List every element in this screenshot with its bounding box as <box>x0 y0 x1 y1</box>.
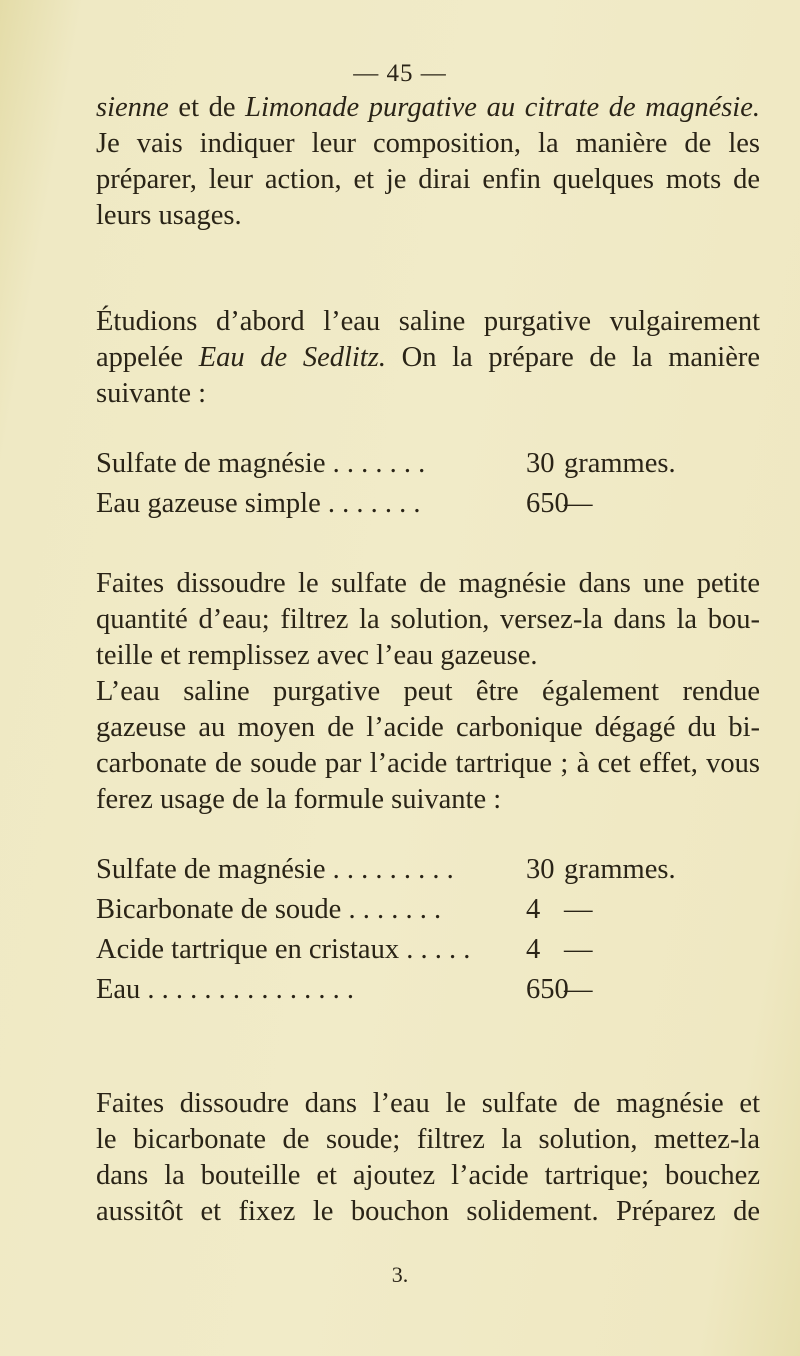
recipe-row <box>96 930 756 970</box>
gazeuse-paragraph <box>96 674 760 818</box>
ingredient: Sulfate de magnésie . . . . . . . . . <box>96 854 454 885</box>
intro-line-1-part: et de <box>168 92 246 123</box>
sedlitz-line-2 <box>96 340 760 376</box>
dissolve-paragraph-2 <box>96 1086 760 1230</box>
signature-mark: 3. <box>391 1262 409 1287</box>
sedlitz-line: suivante : <box>96 378 207 409</box>
dissolve-line: aussitôt et fixez le bouchon solidement. Préparez de <box>96 1196 760 1227</box>
dissolve-line: teille et remplissez avec l’eau gazeuse. <box>96 640 538 671</box>
dissolve-line: dans la bouteille et ajoutez l’acide tartrique; bouchez <box>96 1160 760 1191</box>
recipe-1 <box>96 444 756 524</box>
unit: — <box>564 894 593 925</box>
intro-paragraph <box>96 90 760 234</box>
dissolve-line: Faites dissoudre le sulfate de magnésie dans une petite <box>96 568 760 599</box>
quantity: 30 <box>526 448 555 479</box>
gazeuse-line: L’eau saline purgative peut être également rendue <box>96 676 760 707</box>
intro-line: Je vais indiquer leur composition, la manière de les <box>96 128 760 159</box>
intro-line-1-part: sienne <box>96 92 169 123</box>
unit: grammes. <box>564 854 676 885</box>
quantity: 4 <box>526 894 541 925</box>
quantity: 4 <box>526 934 541 965</box>
recipe-row <box>96 484 756 524</box>
sedlitz-paragraph <box>96 304 760 412</box>
intro-line: préparer, leur action, et je dirai enfin quelques mots de <box>96 164 760 195</box>
unit: — <box>564 488 593 519</box>
intro-line: leurs usages. <box>96 200 242 231</box>
ingredient: Sulfate de magnésie . . . . . . . <box>96 448 426 479</box>
quantity: 650 <box>526 974 569 1005</box>
ingredient: Eau gazeuse simple . . . . . . . <box>96 488 421 519</box>
ingredient: Eau . . . . . . . . . . . . . . . <box>96 974 355 1005</box>
dissolve-line: Faites dissoudre dans l’eau le sulfate de magnésie et <box>96 1088 760 1119</box>
ingredient: Bicarbonate de soude . . . . . . . <box>96 894 442 925</box>
recipe-row <box>96 890 756 930</box>
gazeuse-line: carbonate de soude par l’acide tartrique ; à cet effet, vous <box>96 748 760 779</box>
intro-line-1 <box>96 90 760 126</box>
intro-line-1-part: Limonade purgative au citrate de magnésie. <box>245 92 761 123</box>
quantity: 650 <box>526 488 569 519</box>
dissolve-paragraph-1 <box>96 566 760 674</box>
recipe-row <box>96 970 756 1010</box>
dissolve-line: le bicarbonate de soude; filtrez la solution, mettez-la <box>96 1124 760 1155</box>
ingredient: Acide tartrique en cristaux . . . . . <box>96 934 471 965</box>
unit: — <box>564 934 593 965</box>
page-number: — 45 — <box>353 60 447 87</box>
unit: grammes. <box>564 448 676 479</box>
gazeuse-line: ferez usage de la formule suivante : <box>96 784 502 815</box>
recipe-2 <box>96 850 756 1010</box>
quantity: 30 <box>526 854 555 885</box>
sedlitz-line: Étudions d’abord l’eau saline purgative vulgairement <box>96 306 760 337</box>
sedlitz-line-2-part: On la prépare de la manière <box>385 342 760 373</box>
gazeuse-line: gazeuse au moyen de l’acide carbonique dégagé du bi- <box>96 712 760 743</box>
dissolve-line: quantité d’eau; filtrez la solution, versez-la dans la bou- <box>96 604 760 635</box>
sedlitz-line-2-part: Eau de Sedlitz. <box>198 342 386 373</box>
recipe-row <box>96 444 756 484</box>
recipe-row <box>96 850 756 890</box>
sedlitz-line-2-part: appelée <box>96 342 199 373</box>
unit: — <box>564 974 593 1005</box>
